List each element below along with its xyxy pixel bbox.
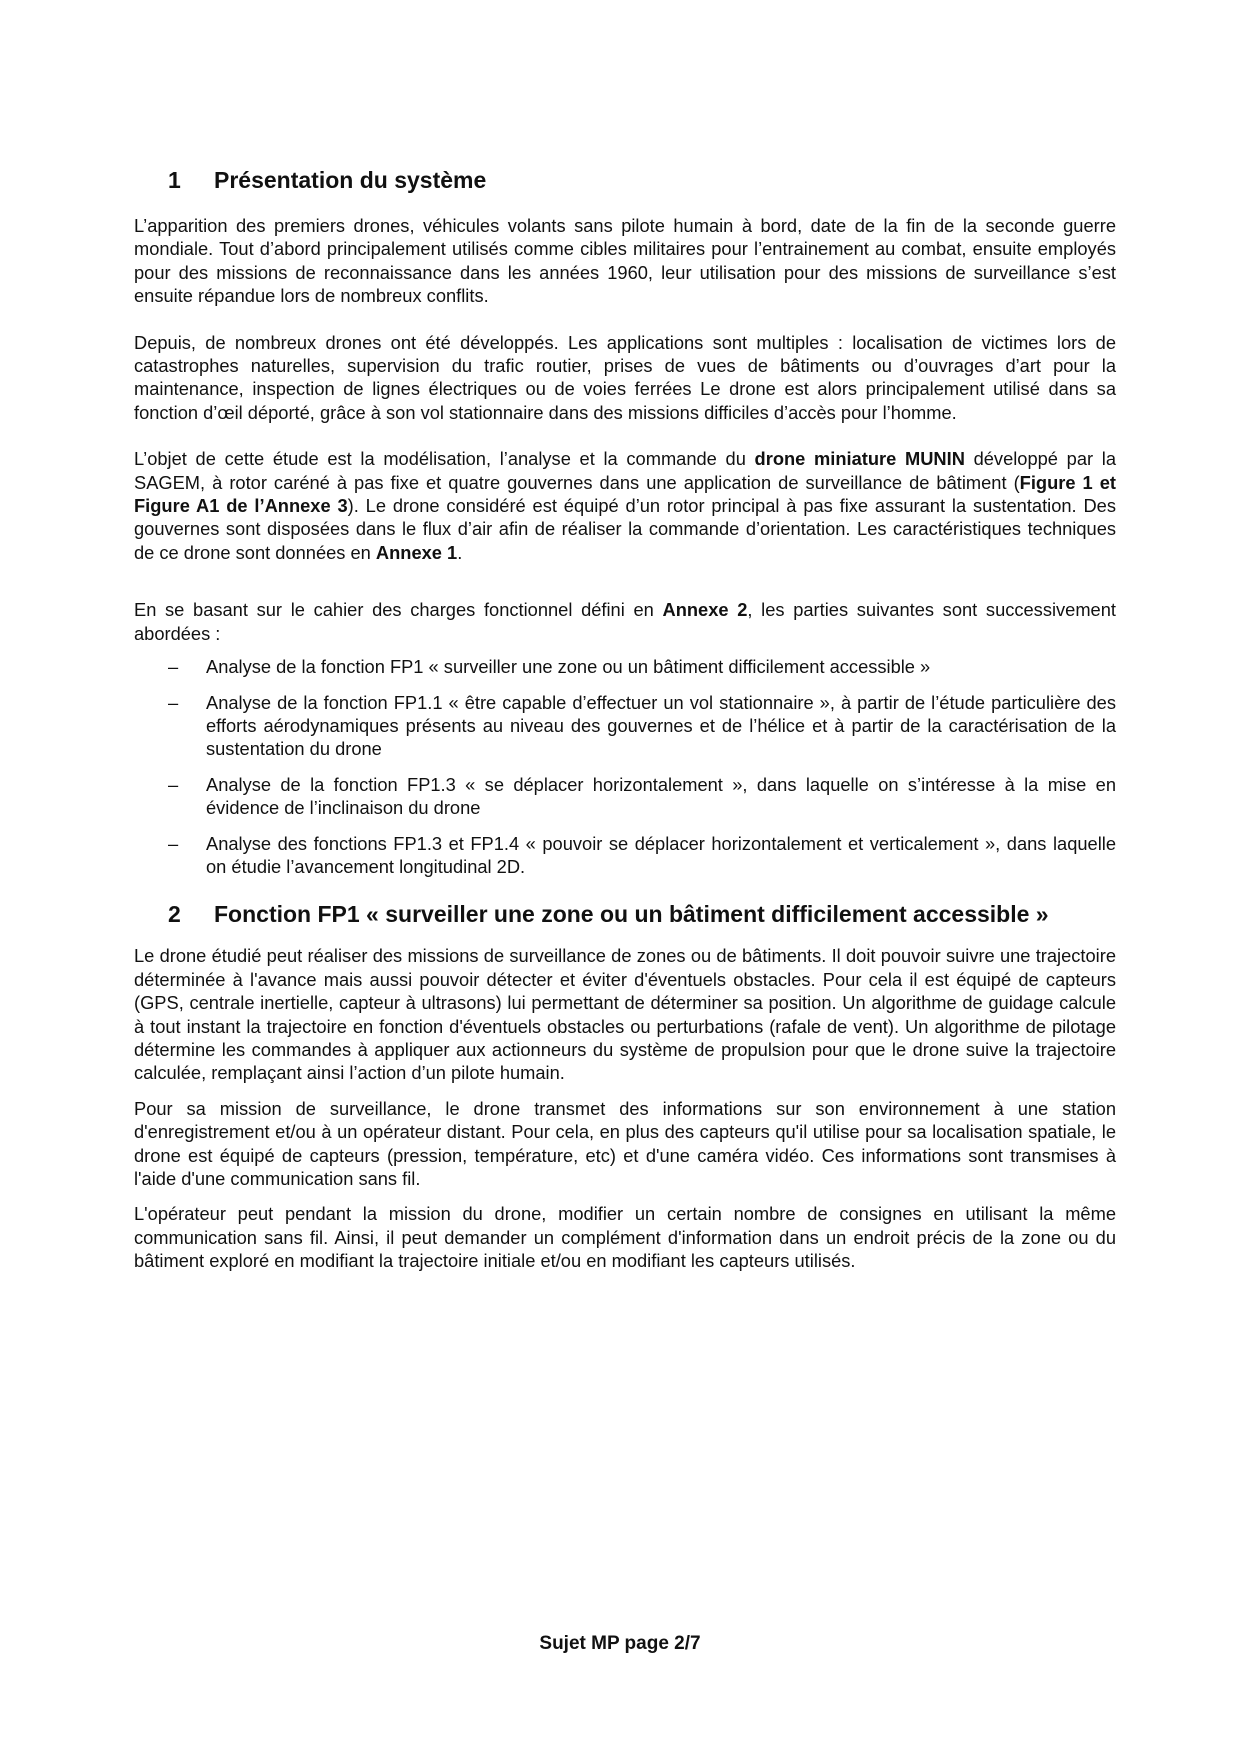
- section-2-number: 2: [168, 901, 181, 928]
- list-item: – Analyse de la fonction FP1.1 « être capable d’effectuer un vol stationnaire », à partir de l’étude particulière des efforts aérodynamiques présents au niveau des gouvernes et de l’hélice et à partir de la caractérisation de la sustentation du drone: [168, 691, 1116, 760]
- section-1-heading: [134, 166, 1116, 194]
- dash-bullet-icon: –: [168, 832, 179, 854]
- list-item: – Analyse de la fonction FP1 « surveiller une zone ou un bâtiment difficilement accessible »: [168, 656, 931, 678]
- dash-bullet-icon: –: [168, 656, 179, 678]
- p3-bold-figure-ref: Figure 1 et Figure A1 de l’Annexe 3: [134, 471, 1116, 517]
- section-1-title: Présentation du système: [214, 167, 487, 193]
- section-1-paragraph-2: Depuis, de nombreux drones ont été développés. Les applications sont multiples : localisation de victimes lors de catastrophes naturelles, supervision du trafic routier, prises de vues de bâtiments ou d’ouvrages d’art pour la maintenance, inspection de lignes électriques ou de voies ferrées Le drone est alors principalement utilisé dans sa fonction d’œil déporté, grâce à son vol stationnaire dans des missions difficiles d’accès pour l’homme.: [134, 331, 1116, 423]
- section-1-paragraph-1: L’apparition des premiers drones, véhicules volants sans pilote humain à bord, date de la fin de la seconde guerre mondiale. Tout d’abord principalement utilisés comme cibles militaires pour l’entrainement au combat, ensuite employés pour des missions de reconnaissance dans les années 1960, leur utilisation pour des missions de surveillance s’est ensuite répandue lors de nombreux conflits.: [134, 215, 1116, 307]
- section-1-number: 1: [168, 167, 181, 193]
- section-2-paragraph-3: L'opérateur peut pendant la mission du drone, modifier un certain nombre de consignes en utilisant la même communication sans fil. Ainsi, il peut demander un complément d'information dans un endroit précis de la zone ou du bâtiment exploré en modifiant la trajectoire initiale et/ou en modifiant les capteurs utilisés.: [134, 1203, 1116, 1272]
- p3-bold-drone-name: drone miniature MUNIN: [754, 448, 965, 470]
- p3-text-c: développé par la SAGEM, à rotor caréné à pas fixe et quatre gouvernes dans une application de surveillance de bâtiment (: [134, 448, 1116, 493]
- section-1-list: [134, 655, 1116, 878]
- page-body: [134, 166, 1116, 1273]
- p4-text-c: , les parties suivantes sont successivement abordées :: [134, 599, 1116, 644]
- p4-bold-annexe-ref: Annexe 2: [662, 599, 748, 621]
- list-item: – Analyse de la fonction FP1.3 « se déplacer horizontalement », dans laquelle on s’intéresse à la mise en évidence de l’inclinaison du drone: [168, 773, 1116, 819]
- section-2-title: Fonction FP1 « surveiller une zone ou un bâtiment difficilement accessible »: [214, 901, 1049, 928]
- list-item: – Analyse des fonctions FP1.3 et FP1.4 « pouvoir se déplacer horizontalement et verticalement », dans laquelle on étudie l’avancement longitudinal 2D.: [168, 832, 1116, 877]
- section-2-paragraph-1: Le drone étudié peut réaliser des missions de surveillance de zones ou de bâtiments. Il doit pouvoir suivre une trajectoire déterminée à l'avance mais aussi pouvoir détecter et éviter d'éventuels obstacles. Pour cela il est équipé de capteurs (GPS, centrale inertielle, capteur à ultrasons) lui permettant de déterminer sa position. Un algorithme de guidage calcule à tout instant la trajectoire en fonction d'éventuels obstacles ou perturbations (rafale de vent). Un algorithme de pilotage détermine les commandes à appliquer aux actionneurs du système de propulsion pour que le drone suive la trajectoire calculée, remplaçant ainsi l’action d’un pilote humain.: [134, 945, 1116, 1084]
- p3-bold-annexe-ref: Annexe 1: [375, 541, 458, 563]
- p3-text-g: .: [457, 541, 463, 563]
- p4-text-a: En se basant sur le cahier des charges fonctionnel défini en: [134, 599, 663, 621]
- p3-text-a: L’objet de cette étude est la modélisation, l’analyse et la commande du: [134, 448, 755, 470]
- section-2-heading: [134, 900, 1116, 928]
- p3-text-e: ). Le drone considéré est équipé d’un rotor principal à pas fixe assurant la sustentation. Des gouvernes sont disposées dans le flux d’air afin de réaliser la commande d’orientation. Les caractéristiques techniques de ce drone sont données en: [134, 495, 1116, 563]
- page-footer: Sujet MP page 2/7: [539, 1633, 701, 1654]
- dash-bullet-icon: –: [168, 691, 179, 713]
- section-2-paragraph-2: Pour sa mission de surveillance, le drone transmet des informations sur son environnement à une station d'enregistrement et/ou à un opérateur distant. Pour cela, en plus des capteurs qu'il utilise pour sa localisation spatiale, le drone est équipé de capteurs (pression, température, etc) et d'une caméra vidéo. Ces informations sont transmises à l'aide d'une communication sans fil.: [134, 1097, 1116, 1189]
- section-1-paragraph-4: [134, 598, 1116, 645]
- section-1-paragraph-3: [134, 447, 1116, 564]
- dash-bullet-icon: –: [168, 773, 179, 795]
